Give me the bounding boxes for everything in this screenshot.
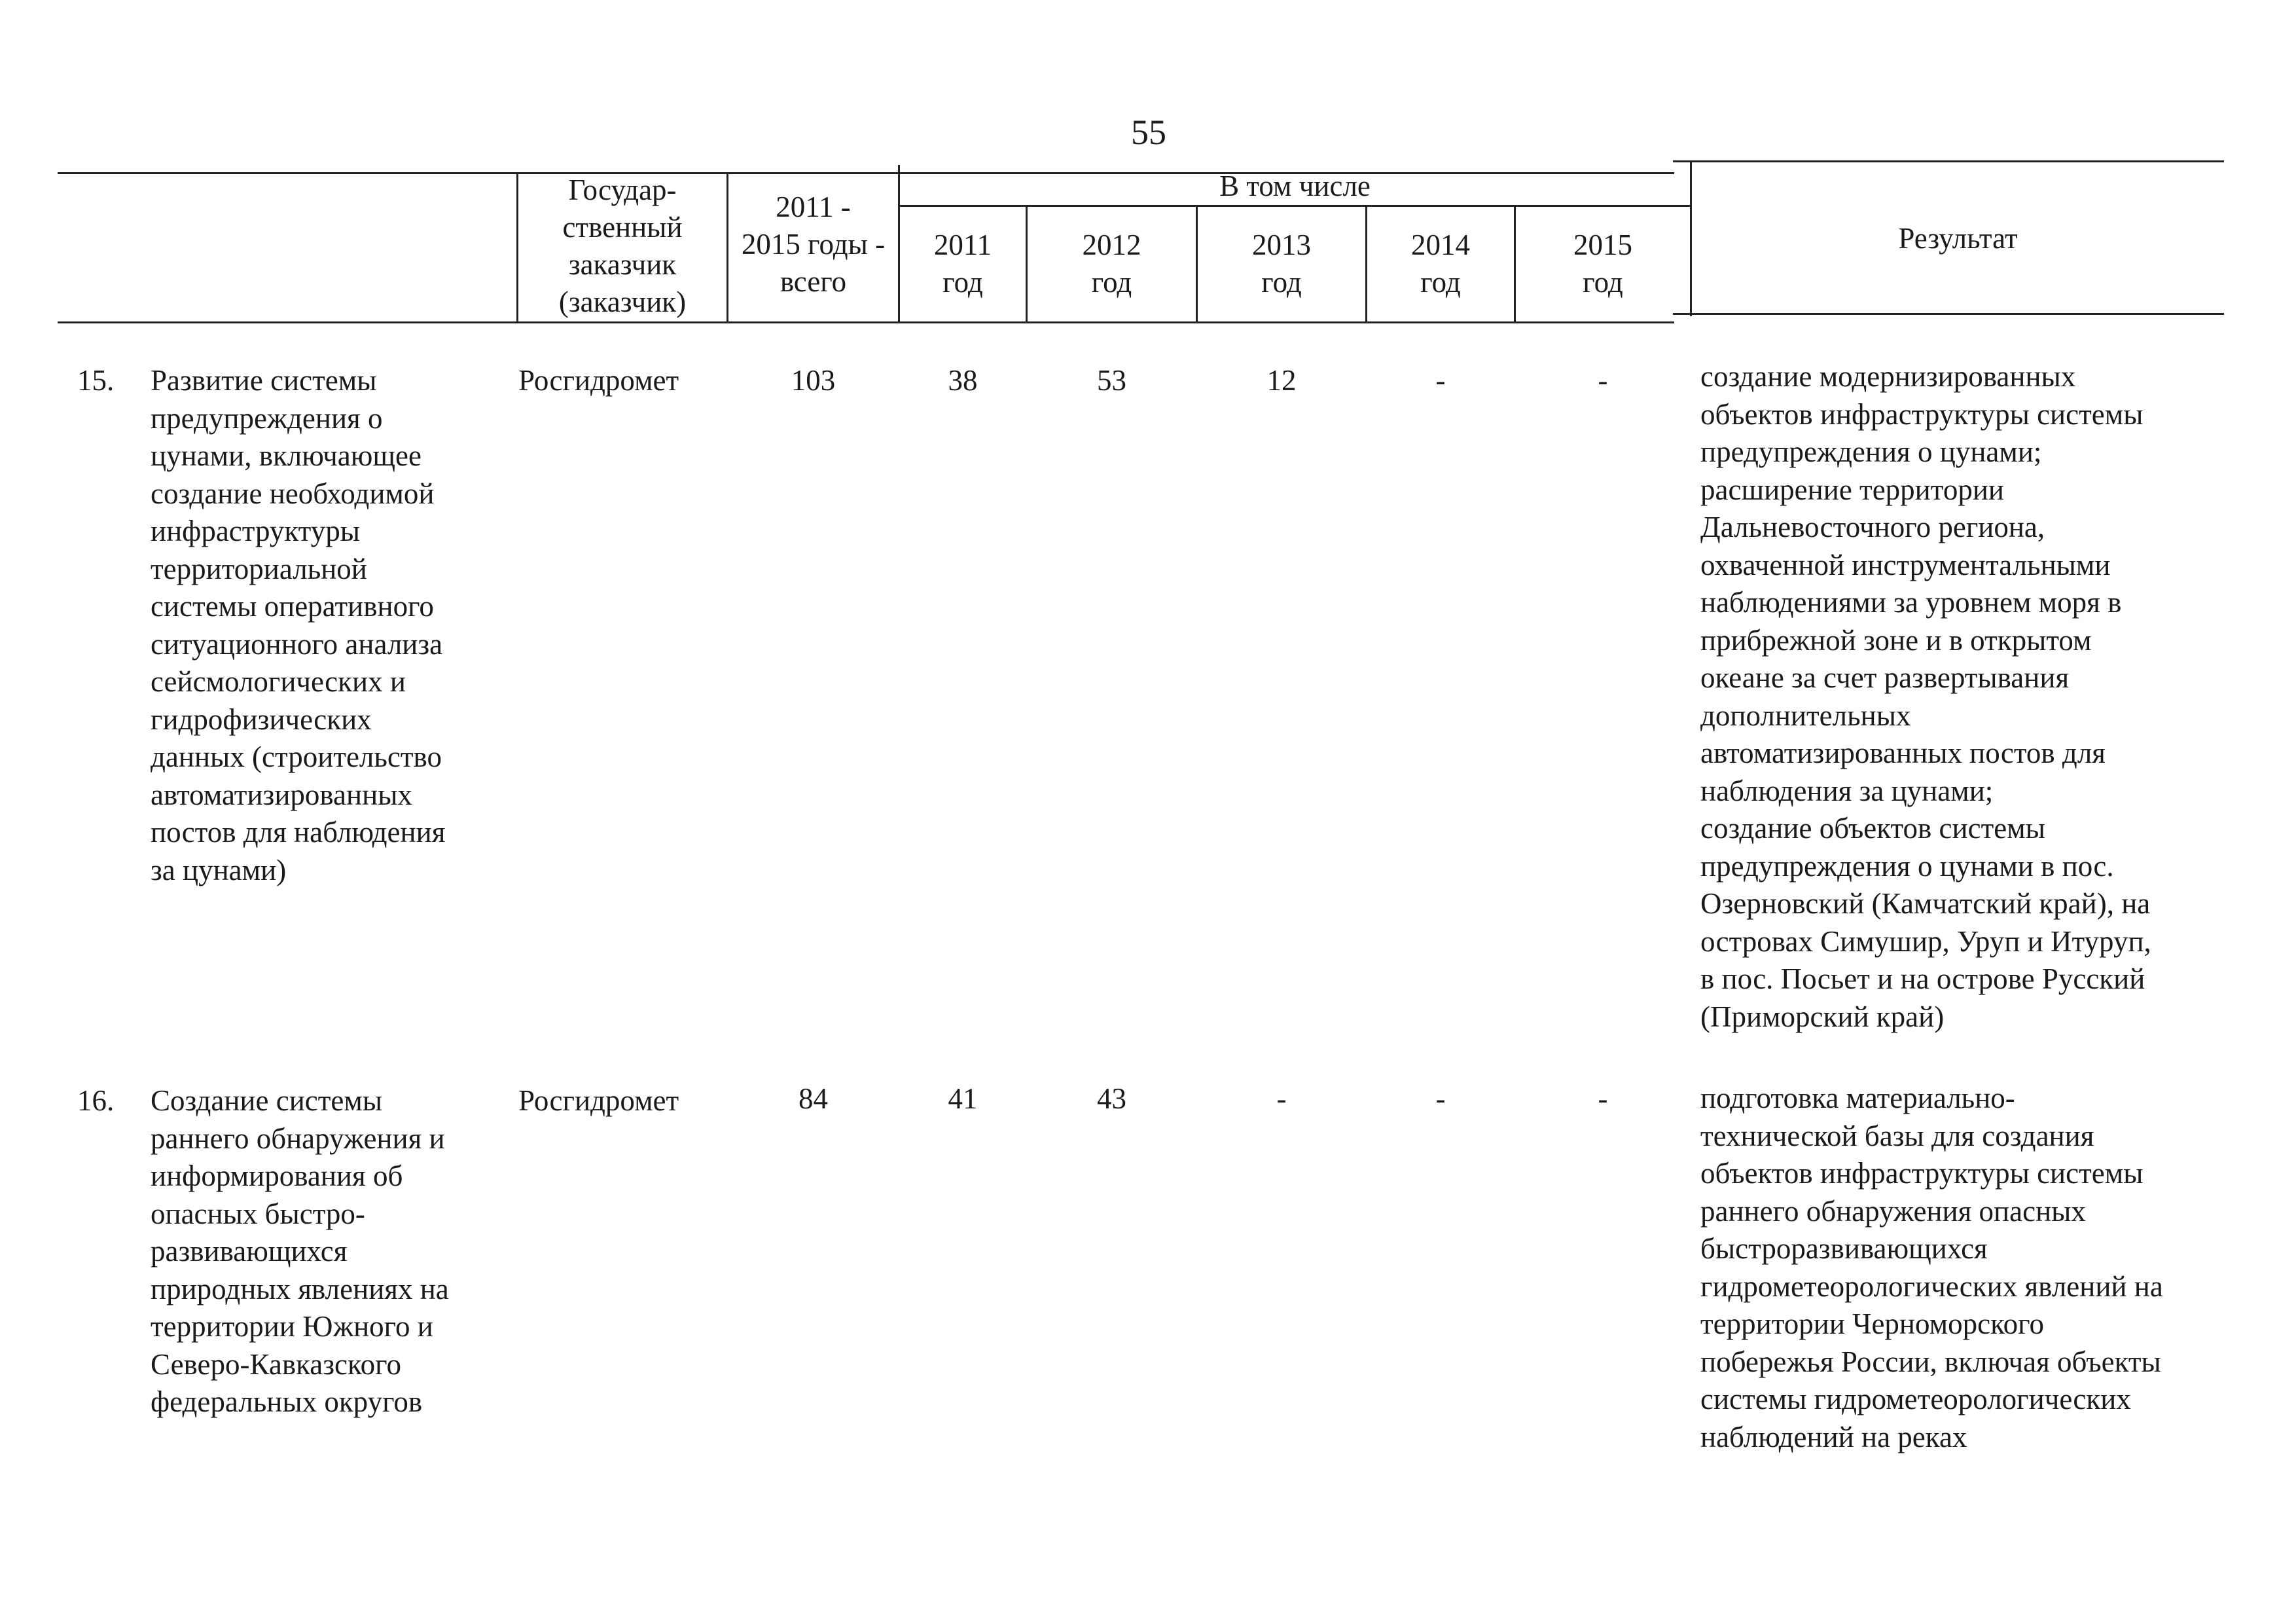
row-15-2012: 53 [1097, 364, 1126, 397]
row-15-result: создание модернизированных объектов инфраструктуры системы предупреждения о цунами; расширение территории Дальневосточного региона, охваченной инструментальными наблюдениями за уровнем моря в прибрежной зоне и в открытом океане за счет развертывания дополнительных автоматизированных постов для наблюдения за цунами; создание объектов системы предупреждения о цунами в пос. Озерновский (Камчатский край), на островах Симушир, Уруп и Итуруп, в пос. Посьет и на острове Русский (Приморский край) [1700, 360, 2151, 1033]
header-year-2014: 2014 год [1411, 228, 1470, 299]
row-15-2011: 38 [948, 364, 978, 397]
header-year-2015: 2015 год [1573, 228, 1632, 299]
including-bottom-rule [898, 205, 1691, 207]
header-bottom-rule-left [58, 321, 1674, 323]
row-16-2013: - [1276, 1082, 1287, 1115]
row-16-customer: Росгидромет [518, 1084, 679, 1117]
row-15-total: 103 [791, 364, 836, 397]
row-16-name: Создание системы раннего обнаружения и информирования об опасных быстро- развивающихся природных явлениях на территории Южного и Северо-Кавказского федеральных округов [151, 1084, 449, 1418]
row-15-customer: Росгидромет [518, 364, 679, 397]
page-number: 55 [1131, 113, 1166, 152]
header-result: Результат [1898, 222, 2018, 255]
row-16-2012: 43 [1097, 1082, 1126, 1115]
row-15-2014: - [1435, 364, 1446, 397]
row-16-2015: - [1598, 1082, 1608, 1115]
header-year-2013: 2013 год [1252, 228, 1311, 299]
header-bottom-rule-right [1673, 313, 2224, 315]
header-including: В том числе [1219, 170, 1371, 202]
row-16-result: подготовка материально- технической базы для создания объектов инфраструктуры системы раннего обнаружения опасных быстроразвивающихся гидрометеорологических явлений на территории Черноморского побережья России, включая объекты системы гидрометеорологических наблюдений на реках [1700, 1082, 2163, 1453]
header-top-rule-right [1673, 160, 2224, 162]
row-15-name: Развитие системы предупреждения о цунами, включающее создание необходимой инфраструктуры территориальной системы оперативного ситуационного анализа сейсмологических и гидрофизических данных (строительство автоматизированных постов для наблюдения за цунами) [151, 364, 446, 886]
row-15-2013: 12 [1266, 364, 1297, 397]
header-total: 2011 - 2015 годы - всего [741, 191, 886, 298]
row-16-number: 16. [77, 1084, 115, 1117]
header-customer: Государ- ственный заказчик (заказчик) [558, 173, 687, 318]
row-15-2015: - [1598, 364, 1608, 397]
row-16-total: 84 [798, 1082, 828, 1115]
header-year-2011: 2011 год [933, 228, 992, 299]
row-16-2014: - [1435, 1082, 1446, 1115]
header-year-2012: 2012 год [1082, 228, 1141, 299]
row-15-number: 15. [77, 364, 115, 397]
row-16-2011: 41 [948, 1082, 978, 1115]
